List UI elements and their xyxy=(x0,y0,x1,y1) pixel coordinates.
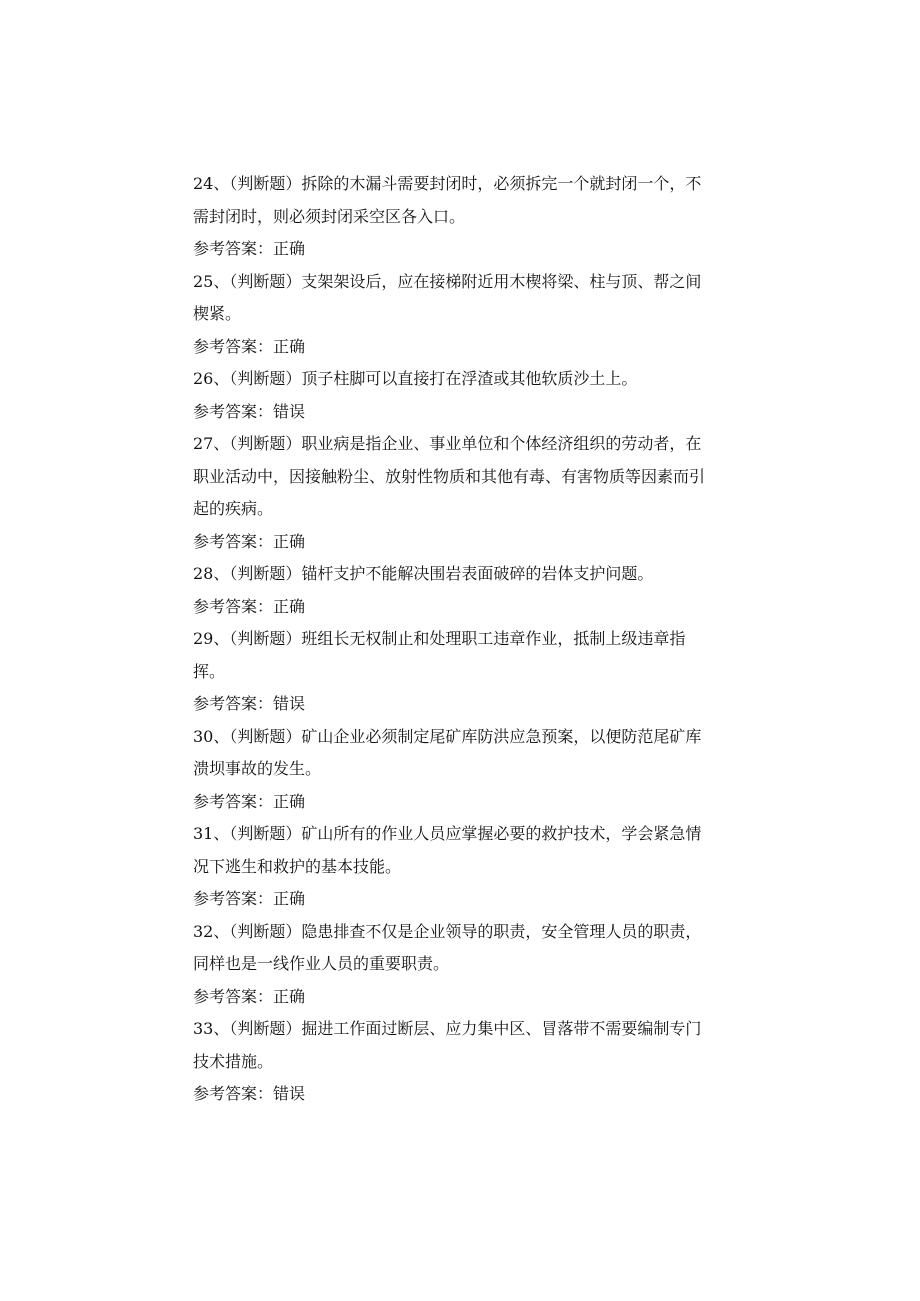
answer-label: 参考答案： xyxy=(193,986,274,1006)
question-24 xyxy=(193,168,753,266)
answer-label: 参考答案： xyxy=(193,239,274,258)
question-text-line: 楔紧。 xyxy=(193,304,242,323)
question-25 xyxy=(193,266,753,364)
answer-label: 参考答案： xyxy=(193,336,274,356)
answer-value: 正确 xyxy=(273,531,306,551)
answer-line xyxy=(193,1078,753,1111)
answer-line xyxy=(193,526,753,559)
answer-line xyxy=(193,883,753,916)
answer-line xyxy=(193,591,753,624)
question-text-line: 况下逃生和救护的基本技能。 xyxy=(193,856,402,876)
answer-value: 正确 xyxy=(273,336,306,356)
answer-label: 参考答案： xyxy=(193,889,274,908)
question-29 xyxy=(193,623,753,721)
answer-value: 正确 xyxy=(273,239,306,258)
answer-value: 正确 xyxy=(273,986,306,1006)
answer-value: 正确 xyxy=(273,596,306,616)
question-text-line: 26、（判断题）顶子柱脚可以直接打在浮渣或其他软质沙土上。 xyxy=(193,369,638,388)
answer-line xyxy=(193,331,753,364)
answer-line xyxy=(193,233,753,266)
answer-label: 参考答案： xyxy=(193,596,274,616)
question-26 xyxy=(193,363,753,428)
question-33 xyxy=(193,1013,753,1111)
answer-label: 参考答案： xyxy=(193,1084,274,1103)
answer-label: 参考答案： xyxy=(193,401,274,421)
question-text-line: 24、（判断题）拆除的木漏斗需要封闭时，必须拆完一个就封闭一个，不 xyxy=(193,174,702,193)
answer-value: 正确 xyxy=(273,791,306,811)
question-text-line: 职业活动中，因接触粉尘、放射性物质和其他有毒、有害物质等因素而引 xyxy=(193,466,706,486)
question-text-line: 29、（判断题）班组长无权制止和处理职工违章作业，抵制上级违章指 xyxy=(193,629,686,648)
question-text-line: 25、（判断题）支架架设后，应在接梯附近用木楔将梁、柱与顶、帮之间 xyxy=(193,271,702,291)
question-text-line: 31、（判断题）矿山所有的作业人员应掌握必要的救护技术，学会紧急情 xyxy=(193,824,702,843)
question-text-line: 同样也是一线作业人员的重要职责。 xyxy=(193,954,450,973)
question-text-line: 33、（判断题）掘进工作面过断层、应力集中区、冒落带不需要编制专门 xyxy=(193,1019,702,1038)
question-32 xyxy=(193,916,753,1014)
answer-line xyxy=(193,786,753,819)
answer-line xyxy=(193,396,753,429)
question-28 xyxy=(193,558,753,623)
question-text-line: 32、（判断题）隐患排查不仅是企业领导的职责，安全管理人员的职责， xyxy=(193,921,702,941)
question-30 xyxy=(193,721,753,819)
question-text-line: 挥。 xyxy=(193,661,226,681)
answer-value: 正确 xyxy=(273,889,306,908)
question-27 xyxy=(193,428,753,558)
answer-label: 参考答案： xyxy=(193,531,274,551)
question-31 xyxy=(193,818,753,916)
question-text-line: 28、（判断题）锚杆支护不能解决围岩表面破碎的岩体支护问题。 xyxy=(193,564,654,583)
question-text-line: 起的疾病。 xyxy=(193,499,274,518)
question-text-line: 技术措施。 xyxy=(193,1051,274,1071)
question-list xyxy=(193,168,753,1111)
question-text-line: 27、（判断题）职业病是指企业、事业单位和个体经济组织的劳动者，在 xyxy=(193,434,702,453)
answer-value: 错误 xyxy=(273,1084,306,1103)
answer-label: 参考答案： xyxy=(193,694,274,713)
answer-value: 错误 xyxy=(273,401,306,421)
answer-line xyxy=(193,981,753,1014)
question-text-line: 30、（判断题）矿山企业必须制定尾矿库防洪应急预案，以便防范尾矿库 xyxy=(193,726,702,746)
question-text-line: 需封闭时，则必须封闭采空区各入口。 xyxy=(193,206,466,226)
answer-label: 参考答案： xyxy=(193,791,274,811)
answer-value: 错误 xyxy=(273,694,306,713)
answer-line xyxy=(193,688,753,721)
question-text-line: 溃坝事故的发生。 xyxy=(193,759,322,778)
